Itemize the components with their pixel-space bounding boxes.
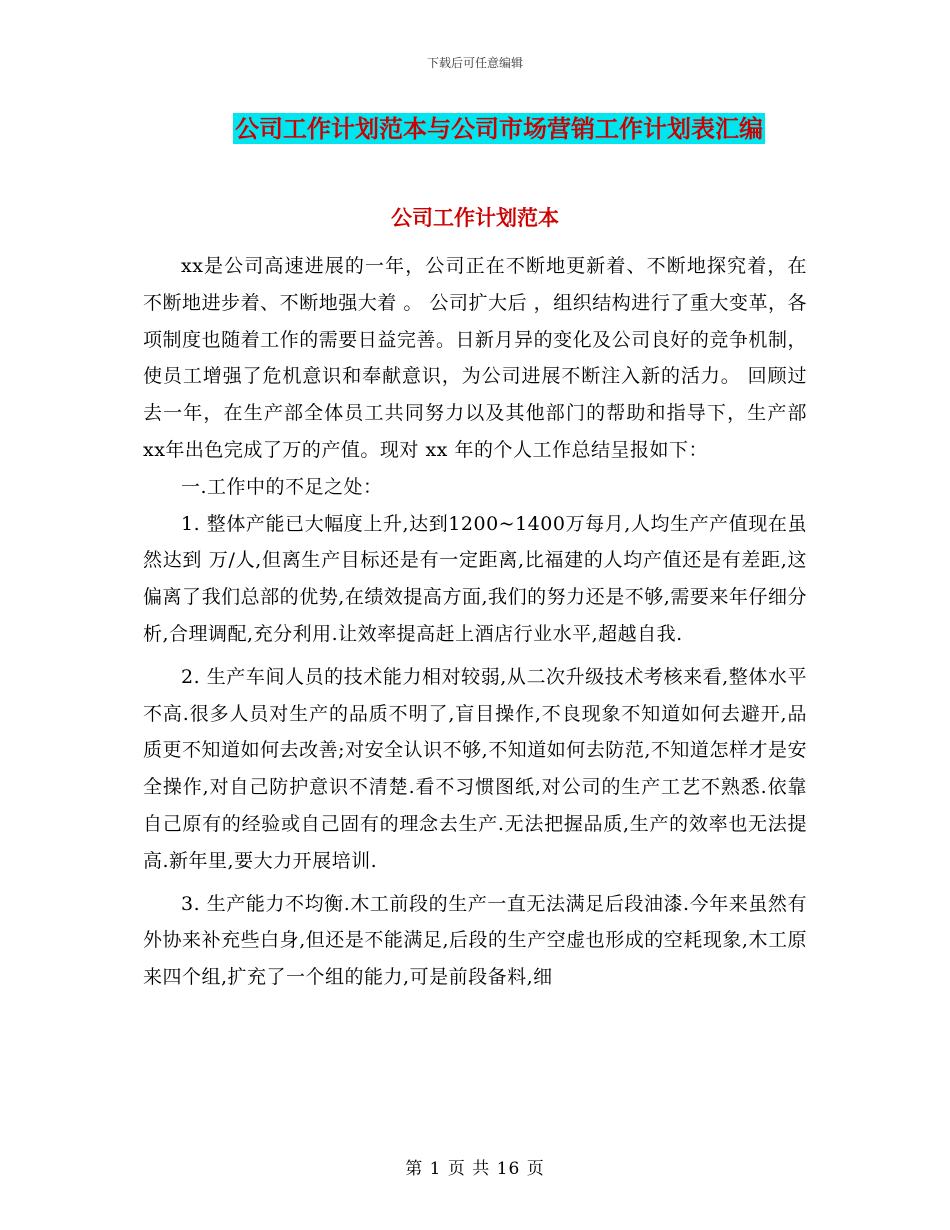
header-note: 下载后可任意编辑 bbox=[426, 56, 523, 70]
paragraph-intro: xx是公司高速进展的一年，公司正在不断地更新着、不断地探究着，在不断地进步着、不断地强大着 。 公司扩大后 ，组织结构进行了重大变革，各项制度也随着工作的需要日益完善。日新月异的变化及公司良好的竞争机制，使员工增强了危机意识和奉献意识，为公司进展不断注入新的活力。 回顾过去一年，在生产部全体员工共同努力以及其他部门的帮助和指导下，生产部xx年出色完成了万的产值。现对 xx 年的个人工作总结呈报如下： bbox=[143, 255, 807, 461]
document-title bbox=[0, 112, 950, 146]
document-body bbox=[143, 248, 807, 996]
paragraph-item-1: 1. 整体产能已大幅度上升,达到1200~1400万每月,人均生产产值现在虽然达到 万/人,但离生产目标还是有一定距离,比福建的人均产值还是有差距,这偏离了我们总部的优势,在绩效提高方面,我们的努力还是不够,需要来年仔细分析,合理调配,充分利用.让效率提高赶上酒店行业水平,超越自我. bbox=[143, 512, 807, 645]
page-number-footer: 第 1 页 共 16 页 bbox=[405, 1159, 545, 1179]
paragraph-heading-shortcomings: 一.工作中的不足之处： bbox=[181, 475, 383, 498]
paragraph-item-2: 2. 生产车间人员的技术能力相对较弱,从二次升级技术考核来看,整体水平不高.很多人员对生产的品质不明了,盲目操作,不良现象不知道如何去避开,品质更不知道如何去改善;对安全认识不够,不知道如何去防范,不知道怎样才是安全操作,对自己防护意识不清楚.看不习惯图纸,对公司的生产工艺不熟悉.依靠自己原有的经验或自己固有的理念去生产.无法把握品质,生产的效率也无法提高.新年里,要大力开展培训. bbox=[143, 665, 807, 872]
section-title: 公司工作计划范本 bbox=[391, 205, 559, 230]
paragraph-item-3: 3. 生产能力不均衡.木工前段的生产一直无法满足后段油漆.今年来虽然有外协来补充些白身,但还是不能满足,后段的生产空虚也形成的空耗现象,木工原来四个组,扩充了一个组的能力,可是前段备料,细 bbox=[143, 892, 807, 989]
document-title-text: 公司工作计划范本与公司市场营销工作计划表汇编 bbox=[235, 114, 763, 143]
